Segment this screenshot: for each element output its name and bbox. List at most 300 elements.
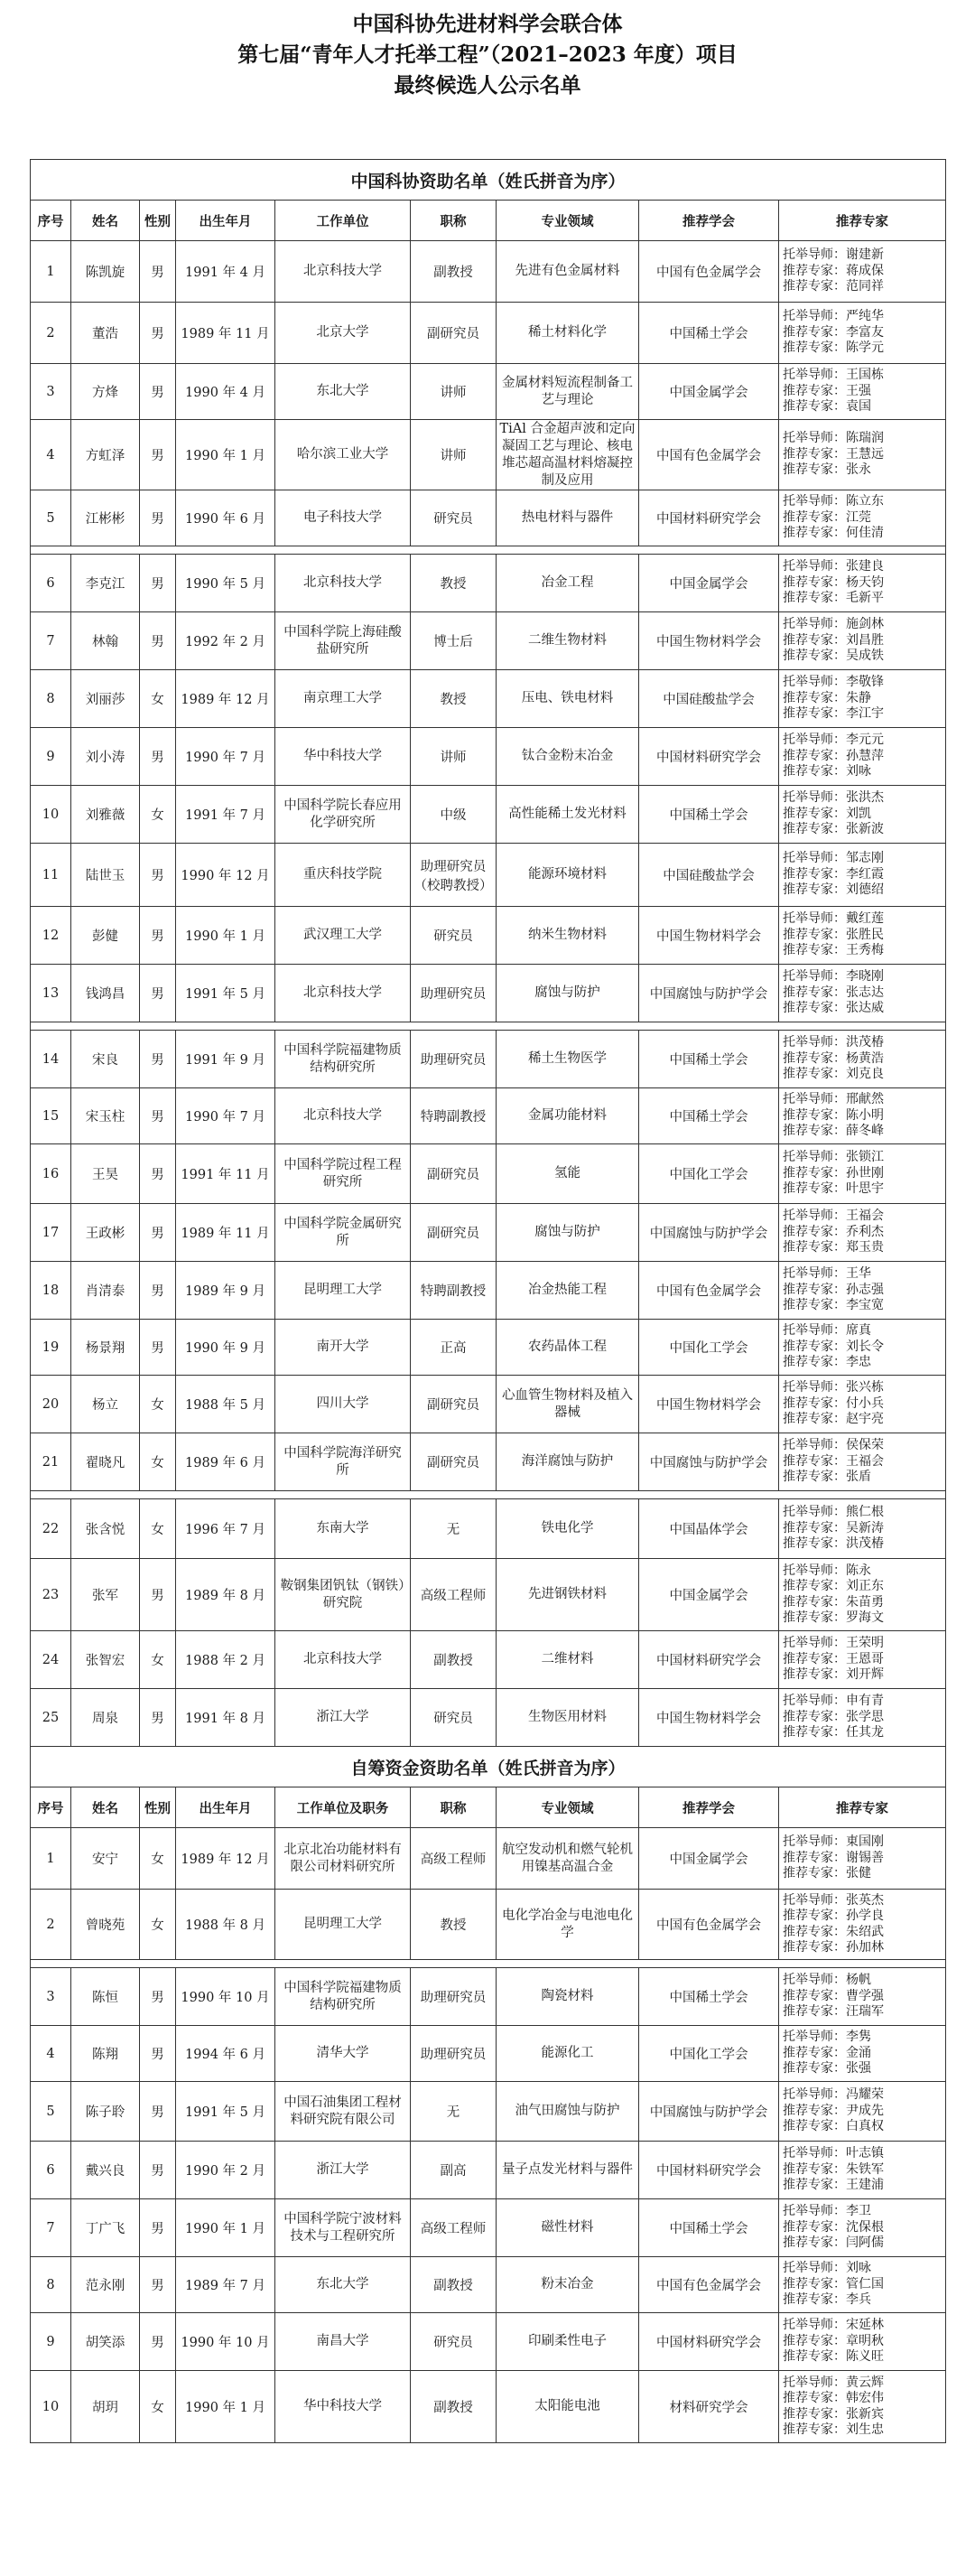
table-row	[31, 1559, 946, 1631]
column-header-9: 推荐专家	[779, 201, 946, 241]
row-number: 16	[31, 1144, 71, 1204]
society-cell: 材料研究学会	[639, 2371, 779, 2443]
unit-cell: 南京理工大学	[275, 670, 411, 728]
expert-line: 推荐专家：孙志强	[783, 1282, 884, 1297]
group-separator-cell	[31, 1960, 946, 1968]
expert-line: 推荐专家：张健	[783, 1866, 871, 1881]
title-cell: 特聘副教授	[411, 1262, 497, 1320]
birth-cell: 1990 年 2 月	[176, 2142, 275, 2199]
birth-cell: 1989 年 9 月	[176, 1262, 275, 1320]
unit-cell: 中国科学院福建物质结构研究所	[275, 1968, 411, 2026]
expert-line: 推荐专家：陈学元	[783, 341, 884, 356]
title-cell: 无	[411, 1499, 497, 1559]
expert-line: 推荐专家：汪瑞军	[783, 2004, 884, 2020]
field-cell: 二维生物材料	[497, 612, 639, 670]
expert-line: 推荐专家：罗海文	[783, 1610, 884, 1625]
title-cell: 研究员	[411, 2313, 497, 2371]
title-cell: 无	[411, 2082, 497, 2142]
birth-cell: 1990 年 5 月	[176, 555, 275, 612]
name-cell: 陈凯旋	[71, 241, 140, 303]
field-cell: 稀土生物医学	[497, 1031, 639, 1088]
table-row	[31, 1433, 946, 1491]
row-number: 5	[31, 490, 71, 546]
expert-line: 推荐专家：乔利杰	[783, 1224, 884, 1239]
expert-line: 推荐专家：吴成铁	[783, 649, 884, 664]
table-row	[31, 1968, 946, 2026]
gender-cell: 女	[140, 1433, 176, 1491]
society-cell: 中国有色金属学会	[639, 241, 779, 303]
expert-cell	[779, 364, 946, 420]
society-cell: 中国稀土学会	[639, 1088, 779, 1144]
gender-cell: 男	[140, 2026, 176, 2082]
name-cell: 方虹泽	[71, 420, 140, 490]
expert-cell	[779, 965, 946, 1022]
gender-cell: 男	[140, 1031, 176, 1088]
expert-cell	[779, 2082, 946, 2142]
expert-line: 托举导师：戴红莲	[783, 911, 884, 927]
gender-cell: 男	[140, 241, 176, 303]
expert-line: 推荐专家：王强	[783, 383, 871, 398]
gender-cell: 女	[140, 1631, 176, 1689]
expert-line: 推荐专家：李江宇	[783, 706, 884, 722]
expert-line: 推荐专家：郑玉贵	[783, 1240, 884, 1255]
field-cell: 先进有色金属材料	[497, 241, 639, 303]
name-cell: 陈恒	[71, 1968, 140, 2026]
title-cell: 副高	[411, 2142, 497, 2199]
field-cell: 钛合金粉末冶金	[497, 728, 639, 786]
unit-cell: 武汉理工大学	[275, 907, 411, 965]
birth-cell: 1990 年 12 月	[176, 844, 275, 907]
field-cell: 高性能稀土发光材料	[497, 786, 639, 844]
row-number: 17	[31, 1204, 71, 1262]
name-cell: 陈翔	[71, 2026, 140, 2082]
expert-cell	[779, 2026, 946, 2082]
expert-cell	[779, 2199, 946, 2257]
expert-cell	[779, 670, 946, 728]
section-title-row	[31, 160, 946, 201]
expert-line: 推荐专家：尹成先	[783, 2103, 884, 2118]
expert-line: 推荐专家：闫阿儒	[783, 2235, 884, 2251]
expert-cell	[779, 555, 946, 612]
society-cell: 中国稀土学会	[639, 303, 779, 364]
expert-line: 推荐专家：刘咏	[783, 764, 871, 779]
expert-line: 托举导师：张建良	[783, 559, 884, 574]
title-cell: 教授	[411, 555, 497, 612]
expert-cell	[779, 1031, 946, 1088]
expert-line: 推荐专家：范同祥	[783, 279, 884, 294]
table-row	[31, 2257, 946, 2313]
society-cell: 中国腐蚀与防护学会	[639, 2082, 779, 2142]
expert-line: 推荐专家：王慧远	[783, 446, 884, 462]
title-cell: 高级工程师	[411, 1828, 497, 1890]
unit-cell: 中国科学院金属研究所	[275, 1204, 411, 1262]
expert-line: 推荐专家：薛冬峰	[783, 1124, 884, 1139]
expert-line: 推荐专家：曹学强	[783, 1988, 884, 2003]
gender-cell: 男	[140, 555, 176, 612]
title-line-project: 第七届“青年人才托举工程”（2021–2023 年度）项目	[237, 42, 738, 67]
unit-cell: 华中科技大学	[275, 728, 411, 786]
society-cell: 中国金属学会	[639, 555, 779, 612]
expert-line: 托举导师：東国刚	[783, 1834, 884, 1850]
unit-cell: 北京科技大学	[275, 1088, 411, 1144]
expert-line: 托举导师：席真	[783, 1323, 871, 1339]
row-number: 7	[31, 612, 71, 670]
expert-line: 推荐专家：张达威	[783, 1001, 884, 1016]
birth-cell: 1988 年 2 月	[176, 1631, 275, 1689]
gender-cell: 女	[140, 786, 176, 844]
field-cell: 腐蚀与防护	[497, 965, 639, 1022]
society-cell: 中国有色金属学会	[639, 2257, 779, 2313]
field-cell: 二维材料	[497, 1631, 639, 1689]
gender-cell: 男	[140, 364, 176, 420]
expert-line: 托举导师：宋延林	[783, 2318, 884, 2333]
gender-cell: 男	[140, 1689, 176, 1747]
expert-line: 推荐专家：刘开辉	[783, 1667, 884, 1683]
birth-cell: 1988 年 8 月	[176, 1890, 275, 1960]
expert-line: 推荐专家：杨黄浩	[783, 1050, 884, 1066]
society-cell: 中国材料研究学会	[639, 1631, 779, 1689]
gender-cell: 男	[140, 303, 176, 364]
expert-cell	[779, 1262, 946, 1320]
expert-line: 推荐专家：王秀梅	[783, 943, 884, 958]
title-cell: 副研究员	[411, 303, 497, 364]
unit-cell: 哈尔滨工业大学	[275, 420, 411, 490]
society-cell: 中国稀土学会	[639, 2199, 779, 2257]
table-row	[31, 555, 946, 612]
expert-line: 托举导师：邹志刚	[783, 851, 884, 866]
birth-cell: 1991 年 4 月	[176, 241, 275, 303]
table-row	[31, 1262, 946, 1320]
table-row	[31, 303, 946, 364]
expert-line: 推荐专家：陈义旺	[783, 2349, 884, 2365]
gender-cell: 男	[140, 420, 176, 490]
expert-cell	[779, 1088, 946, 1144]
expert-line: 推荐专家：孙慧萍	[783, 748, 884, 763]
row-number: 8	[31, 670, 71, 728]
birth-cell: 1992 年 2 月	[176, 612, 275, 670]
gender-cell: 女	[140, 2371, 176, 2443]
expert-cell	[779, 907, 946, 965]
expert-line: 托举导师：洪茂椿	[783, 1035, 884, 1050]
expert-line: 推荐专家：王恩哥	[783, 1651, 884, 1666]
expert-line: 推荐专家：谢锡善	[783, 1850, 884, 1865]
row-number: 22	[31, 1499, 71, 1559]
section-title-row	[31, 1747, 946, 1787]
title-cell: 讲师	[411, 420, 497, 490]
expert-line: 托举导师：严纯华	[783, 309, 884, 324]
society-cell: 中国稀土学会	[639, 786, 779, 844]
expert-line: 推荐专家：李宝宽	[783, 1298, 884, 1313]
unit-cell: 北京大学	[275, 303, 411, 364]
name-cell: 董浩	[71, 303, 140, 364]
row-number: 24	[31, 1631, 71, 1689]
expert-line: 推荐专家：金涌	[783, 2045, 871, 2060]
gender-cell: 男	[140, 728, 176, 786]
column-header-6: 职称	[411, 1787, 497, 1828]
table-row	[31, 2082, 946, 2142]
table-row	[31, 420, 946, 490]
title-cell: 博士后	[411, 612, 497, 670]
name-cell: 丁广飞	[71, 2199, 140, 2257]
expert-line: 推荐专家：陈小明	[783, 1107, 884, 1123]
column-header-2: 姓名	[71, 1787, 140, 1828]
title-cell: 副教授	[411, 2257, 497, 2313]
birth-cell: 1990 年 1 月	[176, 420, 275, 490]
row-number: 3	[31, 364, 71, 420]
expert-line: 推荐专家：管仁国	[783, 2276, 884, 2291]
expert-line: 推荐专家：刘昌胜	[783, 632, 884, 648]
society-cell: 中国稀土学会	[639, 1968, 779, 2026]
birth-cell: 1990 年 9 月	[176, 1320, 275, 1376]
unit-cell: 北京科技大学	[275, 241, 411, 303]
name-cell: 宋良	[71, 1031, 140, 1088]
group-separator-cell	[31, 1022, 946, 1031]
expert-line: 推荐专家：刘克良	[783, 1067, 884, 1082]
gender-cell: 男	[140, 2082, 176, 2142]
unit-cell: 中国科学院福建物质结构研究所	[275, 1031, 411, 1088]
expert-line: 托举导师：张洪杰	[783, 790, 884, 806]
society-cell: 中国金属学会	[639, 1828, 779, 1890]
name-cell: 陆世玉	[71, 844, 140, 907]
field-cell: 冶金工程	[497, 555, 639, 612]
unit-cell: 东北大学	[275, 2257, 411, 2313]
section-title-cell: 自筹资金资助名单（姓氏拼音为序）	[31, 1747, 946, 1787]
field-cell: 金属材料短流程制备工艺与理论	[497, 364, 639, 420]
expert-line: 推荐专家：刘生忠	[783, 2422, 884, 2437]
expert-line: 推荐专家：袁国	[783, 399, 871, 415]
expert-line: 托举导师：谢建新	[783, 247, 884, 263]
expert-cell	[779, 1631, 946, 1689]
title-cell: 副教授	[411, 2371, 497, 2443]
birth-cell: 1991 年 11 月	[176, 1144, 275, 1204]
unit-cell: 鞍钢集团钒钛（钢铁）研究院	[275, 1559, 411, 1631]
name-cell: 范永刚	[71, 2257, 140, 2313]
field-cell: 氢能	[497, 1144, 639, 1204]
row-number: 6	[31, 2142, 71, 2199]
table-row	[31, 1204, 946, 1262]
group-separator	[31, 1491, 946, 1499]
table-row	[31, 490, 946, 546]
expert-line: 推荐专家：张学思	[783, 1709, 884, 1724]
name-cell: 钱鸿昌	[71, 965, 140, 1022]
unit-cell: 东南大学	[275, 1499, 411, 1559]
table-row	[31, 2142, 946, 2199]
expert-line: 推荐专家：李忠	[783, 1355, 871, 1370]
title-cell: 助理研究员（校聘教授）	[411, 844, 497, 907]
expert-cell	[779, 1559, 946, 1631]
title-cell: 助理研究员	[411, 1968, 497, 2026]
title-cell: 特聘副教授	[411, 1088, 497, 1144]
gender-cell: 男	[140, 844, 176, 907]
row-number: 9	[31, 2313, 71, 2371]
name-cell: 周泉	[71, 1689, 140, 1747]
field-cell: 陶瓷材料	[497, 1968, 639, 2026]
column-header-4: 出生年月	[176, 1787, 275, 1828]
expert-line: 推荐专家：付小兵	[783, 1395, 884, 1411]
column-header-8: 推荐学会	[639, 1787, 779, 1828]
field-cell: 电化学冶金与电池电化学	[497, 1890, 639, 1960]
expert-cell	[779, 2313, 946, 2371]
title-line-organization: 中国科协先进材料学会联合体	[352, 12, 623, 36]
expert-cell	[779, 420, 946, 490]
gender-cell: 男	[140, 1144, 176, 1204]
field-cell: 磁性材料	[497, 2199, 639, 2257]
expert-line: 推荐专家：江莞	[783, 509, 871, 525]
expert-line: 推荐专家：李红霞	[783, 866, 884, 882]
expert-line: 托举导师：张英杰	[783, 1892, 884, 1908]
name-cell: 刘丽莎	[71, 670, 140, 728]
table-row	[31, 670, 946, 728]
expert-line: 推荐专家：刘德绍	[783, 882, 884, 898]
name-cell: 胡笑添	[71, 2313, 140, 2371]
name-cell: 王政彬	[71, 1204, 140, 1262]
expert-line: 推荐专家：朱铁军	[783, 2161, 884, 2177]
society-cell: 中国化工学会	[639, 2026, 779, 2082]
birth-cell: 1990 年 6 月	[176, 490, 275, 546]
column-header-9: 推荐专家	[779, 1787, 946, 1828]
expert-cell	[779, 1376, 946, 1433]
expert-line: 推荐专家：刘正东	[783, 1579, 884, 1593]
column-header-3: 性别	[140, 1787, 176, 1828]
gender-cell: 男	[140, 2313, 176, 2371]
row-number: 14	[31, 1031, 71, 1088]
column-header-2: 姓名	[71, 201, 140, 241]
gender-cell: 女	[140, 670, 176, 728]
title-cell: 中级	[411, 786, 497, 844]
gender-cell: 男	[140, 2199, 176, 2257]
society-cell: 中国有色金属学会	[639, 1890, 779, 1960]
unit-cell: 华中科技大学	[275, 2371, 411, 2443]
column-header-5: 工作单位及职务	[275, 1787, 411, 1828]
header-row	[31, 1787, 946, 1828]
name-cell: 张军	[71, 1559, 140, 1631]
table-row	[31, 2371, 946, 2443]
expert-cell	[779, 1204, 946, 1262]
expert-line: 托举导师：王国栋	[783, 368, 884, 383]
society-cell: 中国材料研究学会	[639, 2142, 779, 2199]
unit-cell: 清华大学	[275, 2026, 411, 2082]
gender-cell: 女	[140, 1376, 176, 1433]
expert-line: 托举导师：陈瑞润	[783, 431, 884, 446]
name-cell: 刘小涛	[71, 728, 140, 786]
row-number: 3	[31, 1968, 71, 2026]
expert-line: 托举导师：熊仁根	[783, 1505, 884, 1520]
unit-cell: 南开大学	[275, 1320, 411, 1376]
expert-line: 推荐专家：李兵	[783, 2292, 871, 2308]
unit-cell: 四川大学	[275, 1376, 411, 1433]
title-cell: 副教授	[411, 241, 497, 303]
unit-cell: 电子科技大学	[275, 490, 411, 546]
title-cell: 副研究员	[411, 1144, 497, 1204]
expert-line: 托举导师：陈立东	[783, 494, 884, 509]
unit-cell: 昆明理工大学	[275, 1890, 411, 1960]
expert-cell	[779, 241, 946, 303]
expert-line: 推荐专家：张永	[783, 462, 871, 478]
birth-cell: 1989 年 6 月	[176, 1433, 275, 1491]
row-number: 10	[31, 786, 71, 844]
unit-cell: 中国科学院长春应用化学研究所	[275, 786, 411, 844]
expert-line: 托举导师：李卫	[783, 2204, 871, 2219]
column-header-1: 序号	[31, 1787, 71, 1828]
row-number: 4	[31, 420, 71, 490]
expert-line: 推荐专家：沈保根	[783, 2219, 884, 2235]
gender-cell: 男	[140, 2257, 176, 2313]
birth-cell: 1990 年 10 月	[176, 1968, 275, 2026]
expert-cell	[779, 728, 946, 786]
birth-cell: 1989 年 12 月	[176, 670, 275, 728]
field-cell: 金属功能材料	[497, 1088, 639, 1144]
table-row	[31, 2026, 946, 2082]
birth-cell: 1990 年 1 月	[176, 2199, 275, 2257]
table-row	[31, 844, 946, 907]
table-row	[31, 2313, 946, 2371]
expert-cell	[779, 844, 946, 907]
name-cell: 肖清泰	[71, 1262, 140, 1320]
title-cell: 高级工程师	[411, 2199, 497, 2257]
expert-line: 托举导师：王荣明	[783, 1636, 884, 1651]
expert-line: 推荐专家：刘凯	[783, 806, 871, 821]
table-row	[31, 2199, 946, 2257]
name-cell: 林翰	[71, 612, 140, 670]
society-cell: 中国化工学会	[639, 1144, 779, 1204]
society-cell: 中国硅酸盐学会	[639, 844, 779, 907]
unit-cell: 重庆科技学院	[275, 844, 411, 907]
expert-cell	[779, 1433, 946, 1491]
gender-cell: 女	[140, 1828, 176, 1890]
table-row	[31, 786, 946, 844]
field-cell: 油气田腐蚀与防护	[497, 2082, 639, 2142]
field-cell: 航空发动机和燃气轮机用镍基高温合金	[497, 1828, 639, 1890]
expert-line: 推荐专家：张志达	[783, 985, 884, 1000]
birth-cell: 1990 年 1 月	[176, 2371, 275, 2443]
unit-cell: 东北大学	[275, 364, 411, 420]
expert-line: 推荐专家：孙世刚	[783, 1165, 884, 1181]
field-cell: 先进钢铁材料	[497, 1559, 639, 1631]
expert-line: 托举导师：陈永	[783, 1563, 871, 1578]
column-header-3: 性别	[140, 201, 176, 241]
society-cell: 中国生物材料学会	[639, 612, 779, 670]
title-cell: 研究员	[411, 1689, 497, 1747]
expert-line: 推荐专家：叶思宇	[783, 1181, 884, 1197]
gender-cell: 男	[140, 612, 176, 670]
expert-cell	[779, 1499, 946, 1559]
unit-cell: 中国科学院宁波材料技术与工程研究所	[275, 2199, 411, 2257]
gender-cell: 男	[140, 1204, 176, 1262]
society-cell: 中国材料研究学会	[639, 490, 779, 546]
gender-cell: 男	[140, 1262, 176, 1320]
column-header-7: 专业领域	[497, 1787, 639, 1828]
birth-cell: 1996 年 7 月	[176, 1499, 275, 1559]
group-separator-cell	[31, 1491, 946, 1499]
table-row	[31, 1320, 946, 1376]
gender-cell: 男	[140, 1088, 176, 1144]
row-number: 11	[31, 844, 71, 907]
expert-line: 托举导师：侯保荣	[783, 1438, 884, 1453]
expert-line: 托举导师：邢献然	[783, 1092, 884, 1107]
expert-line: 托举导师：施剑林	[783, 617, 884, 632]
expert-line: 推荐专家：张新宾	[783, 2406, 884, 2422]
society-cell: 中国有色金属学会	[639, 420, 779, 490]
birth-cell: 1988 年 5 月	[176, 1376, 275, 1433]
society-cell: 中国化工学会	[639, 1320, 779, 1376]
gender-cell: 男	[140, 965, 176, 1022]
unit-cell: 昆明理工大学	[275, 1262, 411, 1320]
table-row	[31, 1689, 946, 1747]
unit-cell: 中国科学院海洋研究所	[275, 1433, 411, 1491]
name-cell: 江彬彬	[71, 490, 140, 546]
row-number: 9	[31, 728, 71, 786]
birth-cell: 1989 年 12 月	[176, 1828, 275, 1890]
